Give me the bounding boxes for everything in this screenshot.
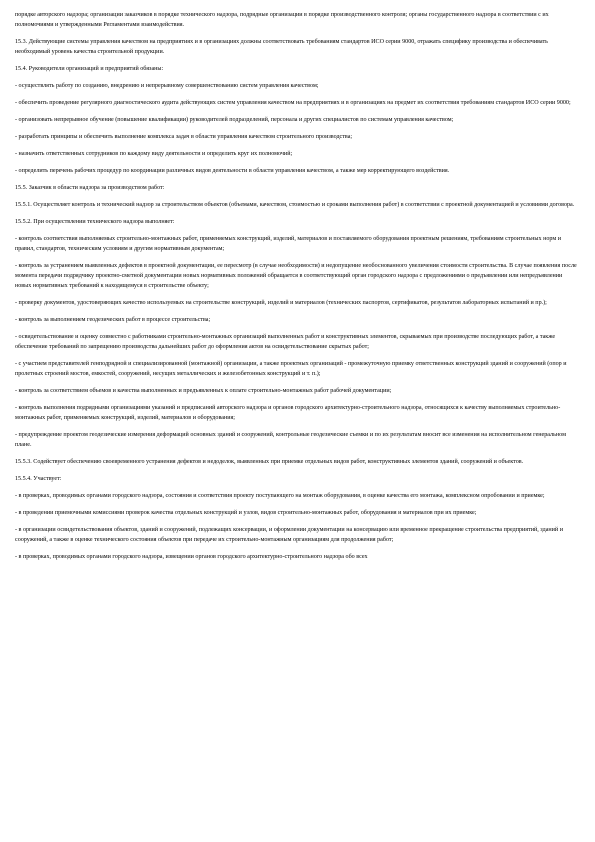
list-item: - контроль соответствия выполняемых строительно-монтажных работ, применяемых конструкций, изделий, материалов и поставляемого оборудования проектным решениям, требованиям строительных норм и правил, стандартов, техническим условиям и другим нормативным документам; <box>15 236 561 252</box>
list-item: - в проведении приемочными комиссиями проверок качества отдельных конструкций и узлов, видов строительно-монтажных работ, оборудования и материалов при их приемке; <box>15 510 477 516</box>
list-item: - освидетельствование и оценку совместно с работниками строительно-монтажных организаций выполненных работ и конструктивных элементов, скрываемых при производстве последующих работ, а также обеспечение требований по запрещению производства дальнейших работ до оформления актов на освидетельствование скрытых работ; <box>15 334 556 350</box>
list-item: - контроль выполнения подрядными организациями указаний и предписаний авторского надзора и органов городского архитектурно-строительного надзора, относящихся к качеству выполняемых строительно-монтажных работ, применяемых конструкций, изделий, материалов и оборудования; <box>15 405 561 421</box>
section-heading: 15.4. Руководители организаций и предприятий обязаны: <box>15 66 164 72</box>
list-item: - назначить ответственных сотрудников по каждому виду деятельности и определить круг их полномочий; <box>15 151 293 157</box>
list-item: - в организации освидетельствования объектов, зданий и сооружений, подлежащих консервации, и оформлении документации на консервацию или временное прекращение строительства предприятий, зданий и сооружений, а также в оценке технического состояния объектов при передаче их строительно-монтажным организациям для продолжения работ; <box>15 527 563 543</box>
list-item: - в проверках, проводимых органами городского надзора, состояния и соответствия проекту поступающего на монтаж оборудования, в оценке качества его монтажа, комплексном опробовании и приемке; <box>15 493 545 499</box>
paragraph: 15.5.1. Осуществляет контроль и технический надзор за строительством объектов (объемами, качеством, стоимостью и сроками выполнения работ) в соответствии с проектной документацией и условиями договора. <box>15 202 575 208</box>
paragraph: 15.5.3. Содействует обеспечению своевременного устранения дефектов и недоделок, выявленных при приемке отдельных видов работ, конструктивных элементов зданий, сооружений и объектов. <box>15 459 524 465</box>
list-item: - в проверках, проводимых органами городского надзора, извещении органов городского архитектурно-строительного надзора обо всех <box>15 554 368 560</box>
list-item: - контроль за устранением выявленных дефектов в проектной документации, ее пересмотр (в случае необходимости) и недопущение необоснованного увеличения стоимости строительства. В случае появления после момента передачи подрядчику проектно-сметной документации новых нормативных положений обращается в соответствующий орган городского надзора с предложениями о предъявлении или непредъявлении новых нормативных требований к находящемуся в строительстве объекту; <box>15 263 577 289</box>
section-heading: 15.5.2. При осуществлении технического надзора выполняет: <box>15 219 175 225</box>
section-heading: 15.5.4. Участвует: <box>15 476 62 482</box>
list-item: - разработать принципы и обеспечить выполнение комплекса задач в области управления качеством строительного производства; <box>15 134 353 140</box>
list-item: - проверку документов, удостоверяющих качество используемых на строительстве конструкций, изделий и материалов (технических паспортов, сертификатов, результатов лабораторных испытаний и пр.); <box>15 300 547 306</box>
list-item: - контроль за выполнением геодезических работ в процессе строительства; <box>15 317 211 323</box>
list-item: - определить перечень рабочих процедур по координации различных видов деятельности в области управления качеством, а также мер корректирующего воздействия. <box>15 168 450 174</box>
paragraph: порядке авторского надзора; организации заказчиков в порядке технического надзора, подрядные организации в порядке производственного контроля; органы государственного надзора в соответствии с их полномочиями и утвержденными Регламентами взаимодействия. <box>15 12 549 28</box>
list-item: - с участием представителей генподрядной и специализированной (монтажной) организации, а также проектных организаций - промежуточную приемку ответственных конструкций зданий и сооружений (опор и пролетных строений мостов, емкостей, сооружений, несущих металлических и железобетонных конструкций и т. п.); <box>15 361 567 377</box>
paragraph: 15.3. Действующие системы управления качеством на предприятиях и в организациях должны соответствовать требованиям стандартов ИСО серии 9000, отражать специфику производства и обеспечивать необходимый уровень качества строительной продукции. <box>15 39 548 55</box>
list-item: - предупреждение проектом геодезические измерения деформаций основных зданий и сооружений, контрольные геодезические съемки и по их результатам вносит все изменения на исполнительном генеральном плане. <box>15 432 566 448</box>
section-heading: 15.5. Заказчик в области надзора за производством работ: <box>15 185 165 191</box>
list-item: - осуществлять работу по созданию, внедрению и непрерывному совершенствованию систем управления качеством; <box>15 83 319 89</box>
list-item: - контроль за соответствием объемов и качества выполненных и предъявленных к оплате строительно-монтажных работ рабочей документации; <box>15 388 392 394</box>
list-item: - организовать непрерывное обучение (повышение квалификации) руководителей подразделений, персонала и других специалистов по системам управления качеством; <box>15 117 454 123</box>
list-item: - обеспечить проведение регулярного диагностического аудита действующих систем управления качеством на предприятиях и в организациях на предмет их соответствия требованиям стандартов ИСО серии 9000; <box>15 100 571 106</box>
